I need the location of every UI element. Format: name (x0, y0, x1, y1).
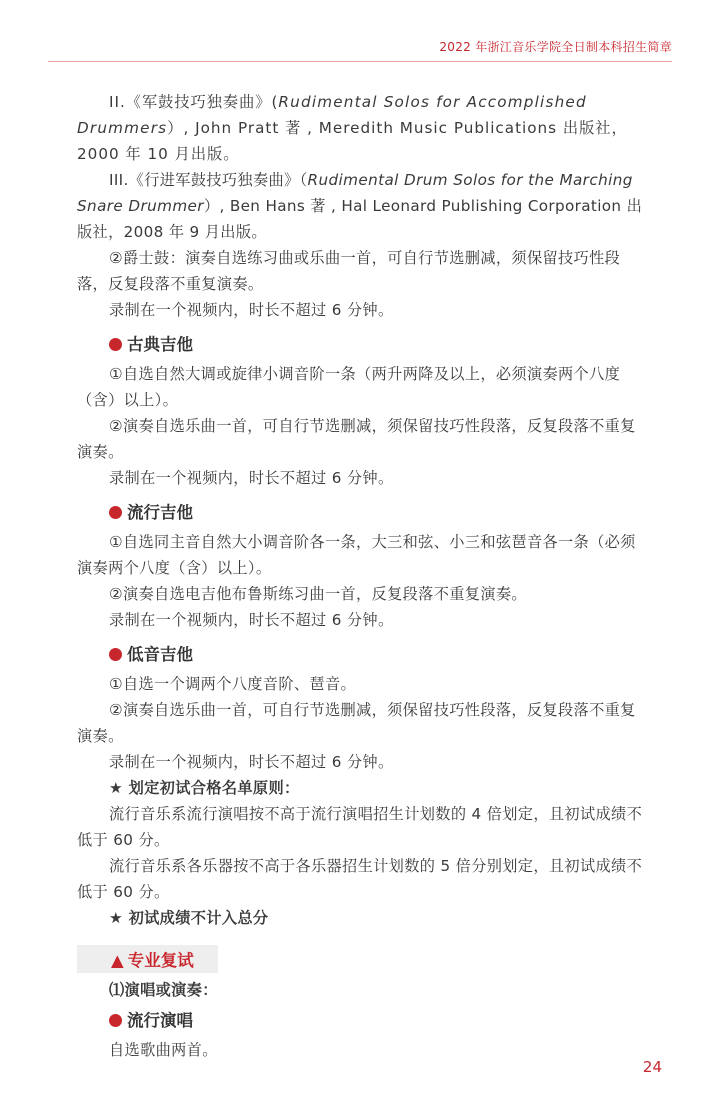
header-divider (48, 61, 672, 62)
record-note: 录制在一个视频内，时长不超过 6 分钟。 (109, 753, 394, 771)
ref3-prefix: III.《行进军鼓技巧独奏曲》（ (109, 171, 308, 189)
page-number: 24 (642, 1058, 662, 1076)
section-title: 古典吉他 (127, 335, 193, 354)
red-bullet-icon (109, 338, 122, 351)
red-bullet-icon (109, 1014, 122, 1027)
pop-guitar-item-2: ②演奏自选电吉他布鲁斯练习曲一首，反复段落不重复演奏。 (109, 585, 527, 603)
red-bullet-icon (109, 506, 122, 519)
retest-heading-box (77, 945, 218, 973)
ref2-prefix: II.《军鼓技巧独奏曲》( (109, 93, 279, 111)
bass-guitar-item-1: ①自选一个调两个八度音阶、琶音。 (109, 675, 357, 693)
jazz-drum-item: ②爵士鼓：演奏自选练习曲或乐曲一首，可自行节选删减，须保留技巧性段落，反复段落不重复演奏。 (77, 249, 621, 293)
classical-guitar-item-2: ②演奏自选乐曲一首，可自行节选删减，须保留技巧性段落，反复段落不重复演奏。 (77, 417, 636, 461)
pop-guitar-item-1: ①自选同主音自然大小调音阶各一条，大三和弦、小三和弦琶音各一条（必须演奏两个八度（含）以上）。 (77, 533, 636, 577)
triangle-icon: ▲ (111, 951, 124, 970)
running-header: 2022 年浙江音乐学院全日制本科招生简章 (439, 40, 672, 54)
ref3-english-title: Rudimental Drum Solos for the Marching Snare Drummer (77, 171, 633, 215)
section-pop-vocal (109, 1007, 647, 1035)
page-content (77, 89, 647, 1063)
principle-heading: ★ 划定初试合格名单原则： (109, 779, 300, 797)
bass-guitar-item-2: ②演奏自选乐曲一首，可自行节选删减，须保留技巧性段落，反复段落不重复演奏。 (77, 701, 636, 745)
section-bass-guitar (109, 641, 647, 669)
section-pop-guitar (109, 499, 647, 527)
reference-item-3 (77, 167, 647, 245)
section-title: 流行吉他 (127, 503, 193, 522)
retest-heading: 专业复试 (127, 951, 194, 970)
pop-vocal-text: 自选歌曲两首。 (109, 1041, 218, 1059)
retest-subheading: ⑴演唱或演奏： (109, 981, 218, 999)
ref3-rest: ）, Ben Hans 著 , Hal Leonard Publishing Corporation 出版社，2008 年 9 月出版。 (77, 197, 643, 241)
ref2-rest: ）, John Pratt 著 , Meredith Music Publications 出版社，2000 年 10 月出版。 (77, 119, 628, 163)
ref2-english-title: Rudimental Solos for Accomplished Drummers (77, 93, 587, 137)
section-classical-guitar (109, 331, 647, 359)
red-bullet-icon (109, 648, 122, 661)
record-note: 录制在一个视频内，时长不超过 6 分钟。 (109, 301, 394, 319)
classical-guitar-item-1: ①自选自然大调或旋律小调音阶一条（两升两降及以上，必须演奏两个八度（含）以上）。 (77, 365, 621, 409)
record-note: 录制在一个视频内，时长不超过 6 分钟。 (109, 469, 394, 487)
record-note: 录制在一个视频内，时长不超过 6 分钟。 (109, 611, 394, 629)
score-note: ★ 初试成绩不计入总分 (109, 909, 269, 927)
section-title: 低音吉他 (127, 645, 193, 664)
principle-paragraph-2: 流行音乐系各乐器按不高于各乐器招生计划数的 5 倍分别划定，且初试成绩不低于 60 分。 (77, 857, 643, 901)
principle-paragraph-1: 流行音乐系流行演唱按不高于流行演唱招生计划数的 4 倍划定，且初试成绩不低于 60 分。 (77, 805, 643, 849)
section-title: 流行演唱 (127, 1011, 193, 1030)
reference-item-2 (77, 89, 647, 167)
